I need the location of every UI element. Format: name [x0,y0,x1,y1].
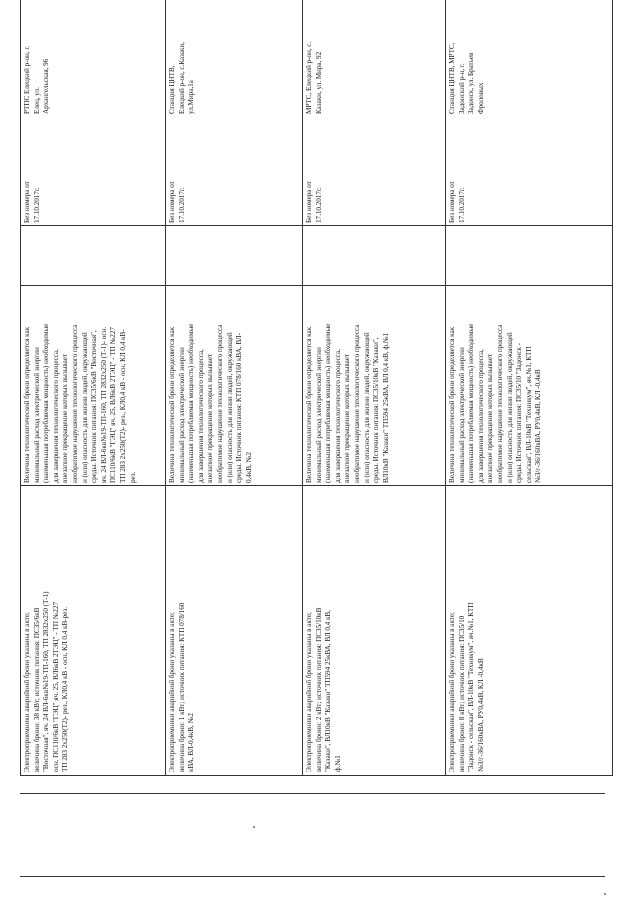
description-cell: Величина технологической брони определяется как минимальный расход электрической энергии (наименьшая потребляемая мощность) необходимые для завершения технологического процесса, внезапное прекращение которых вызывает необратимое нарушение технологического процесса и (или) опасность для жизни людей, окружающей среды. Источник питания: КТП 078/160 кВА, ВЛ- 0,4кВ, №2 [168,323,253,483]
address-cell: МРТС, Елецкий р-он, с. Казаки, ул. Мира, 92 [305,41,323,114]
emergency-cell: Электроприемники аварийной брони указаны в акте; величина брони: 1 кВт; источник питания: КТП 078/160 кВА, ВЛ-0,4кВ, №2 [168,602,196,772]
address-cell: РТПС Елецкий р-он, г. Елец, ул. Архангельская, 96 [23,45,51,114]
act-cell: Без номера от 17.10.2017г. [305,181,323,223]
act-cell: Без номера от 17.10.2017г. [23,181,41,223]
table-line [20,775,612,776]
address-cell: Станция ЦНТВ, Елецкий р-он, с.Казаки, ул.Мира,1а [168,42,196,114]
act-cell: Без номера от 17.10.2017г. [448,181,466,223]
table-line [20,485,612,486]
emergency-cell: Электроприемники аварийной брони указаны в акте; величина брони: 2 кВт; источник питания: ПС35/10кВ "Казаки", ВЛ10кВ "Казаки" ТП594 25кВА, ВЛ 0,4 кВ, ф.№1 [305,607,342,772]
table-line [20,0,21,776]
description-cell: Величина технологической брони определяется как минимальный расход электрической энергии (наименьшая потребляемая мощность) необходимые для завершения технологического процесса, внезапное прекращение которых вызывает необратимое нарушение технологического процесса и (или) опасность для жизни людей, окружающей среды. Источник питания: ПС35/10 "Задонск - сельская", ВЛ-10кВ "Техникум", яч.№1, КТП №3/г-36/160кВА, РУ0,4кВ, КЛ -0,4кВ [448,323,543,483]
table-line [612,0,613,776]
table-line [445,0,446,776]
table-line [165,0,166,776]
emergency-cell: Электроприемники аварийной брони указаны в акте; величина брони: 8 кВт; источник питания: ПС35/10 "Задонск - сельская", ВЛ-10кВ "Техникум", яч.№1, КТП №3/г-36/160кВА, РУ0,4кВ, КЛ -0,4кВ [448,602,485,772]
blank-rule [20,876,605,877]
table-line [20,225,612,226]
description-cell: Величина технологической брони определяется как минимальный расход электрической энергии (наименьшая потребляемая мощность) необходимые для завершения технологического процесса, внезапное прекращение которых вызывает необратимое нарушение технологического процесса и (или) опасность для жизни людей, окружающей среды. Источник питания: ПС35/6кВ "Восточная", яч. 24 ВЛ-6кв№19-ТП-160, ТП 2832х250 (Т-1)- осн. ПС110/6кВ "ГЭЦ" яч. 25, ВЛ6кВ 2ТЭЦ" - ТП №227 ТП 283 2х250(Т2)- рез., КЛ0,4 кВ - осн, КЛ 0,4 кВ- рез. [23,323,137,483]
description-cell: Величина технологической брони определяется как минимальный расход электрической энергии (наименьшая потребляемая мощность) необходимые для завершения технологического процесса, внезапное прекращение которых вызывает необратимое нарушение технологического процесса и (или) опасность для жизни людей, окружающей среды. Источник питания: ПС35/10кВ "Казаки", ВЛ10кВ "Казаки" ТП594 25кВА, ВЛ 0,4 кВ, ф.№1 [305,323,390,483]
speck [253,826,255,828]
speck [604,893,606,895]
table-line [302,0,303,776]
blank-rule [20,793,605,794]
address-cell: Станция ЦНТВ, МРТС, Задонский р-н, г. Задонск, ул. Братьев Фроловых [448,42,485,114]
act-cell: Без номера от 17.10.2017г. [168,181,186,223]
table-line [20,285,612,286]
emergency-cell: Электроприемники аварийной брони указаны в акте; величина брони: 38 кВт; источник питания: ПС35/6кВ "Восточная", яч. 24 ВЛ-6кв№19-ТП-160, ТП 2832х250 (Т-1) осн. ПС110/6кВ "ГЭЦ" яч. 25, ВЛ6кВ 2ТЭЦ" - ТП №227 ТП 283 2х250(Т2)- рез., КЛ0,4 кВ - осн, КЛ 0,4 кВ-рез. [23,591,70,772]
